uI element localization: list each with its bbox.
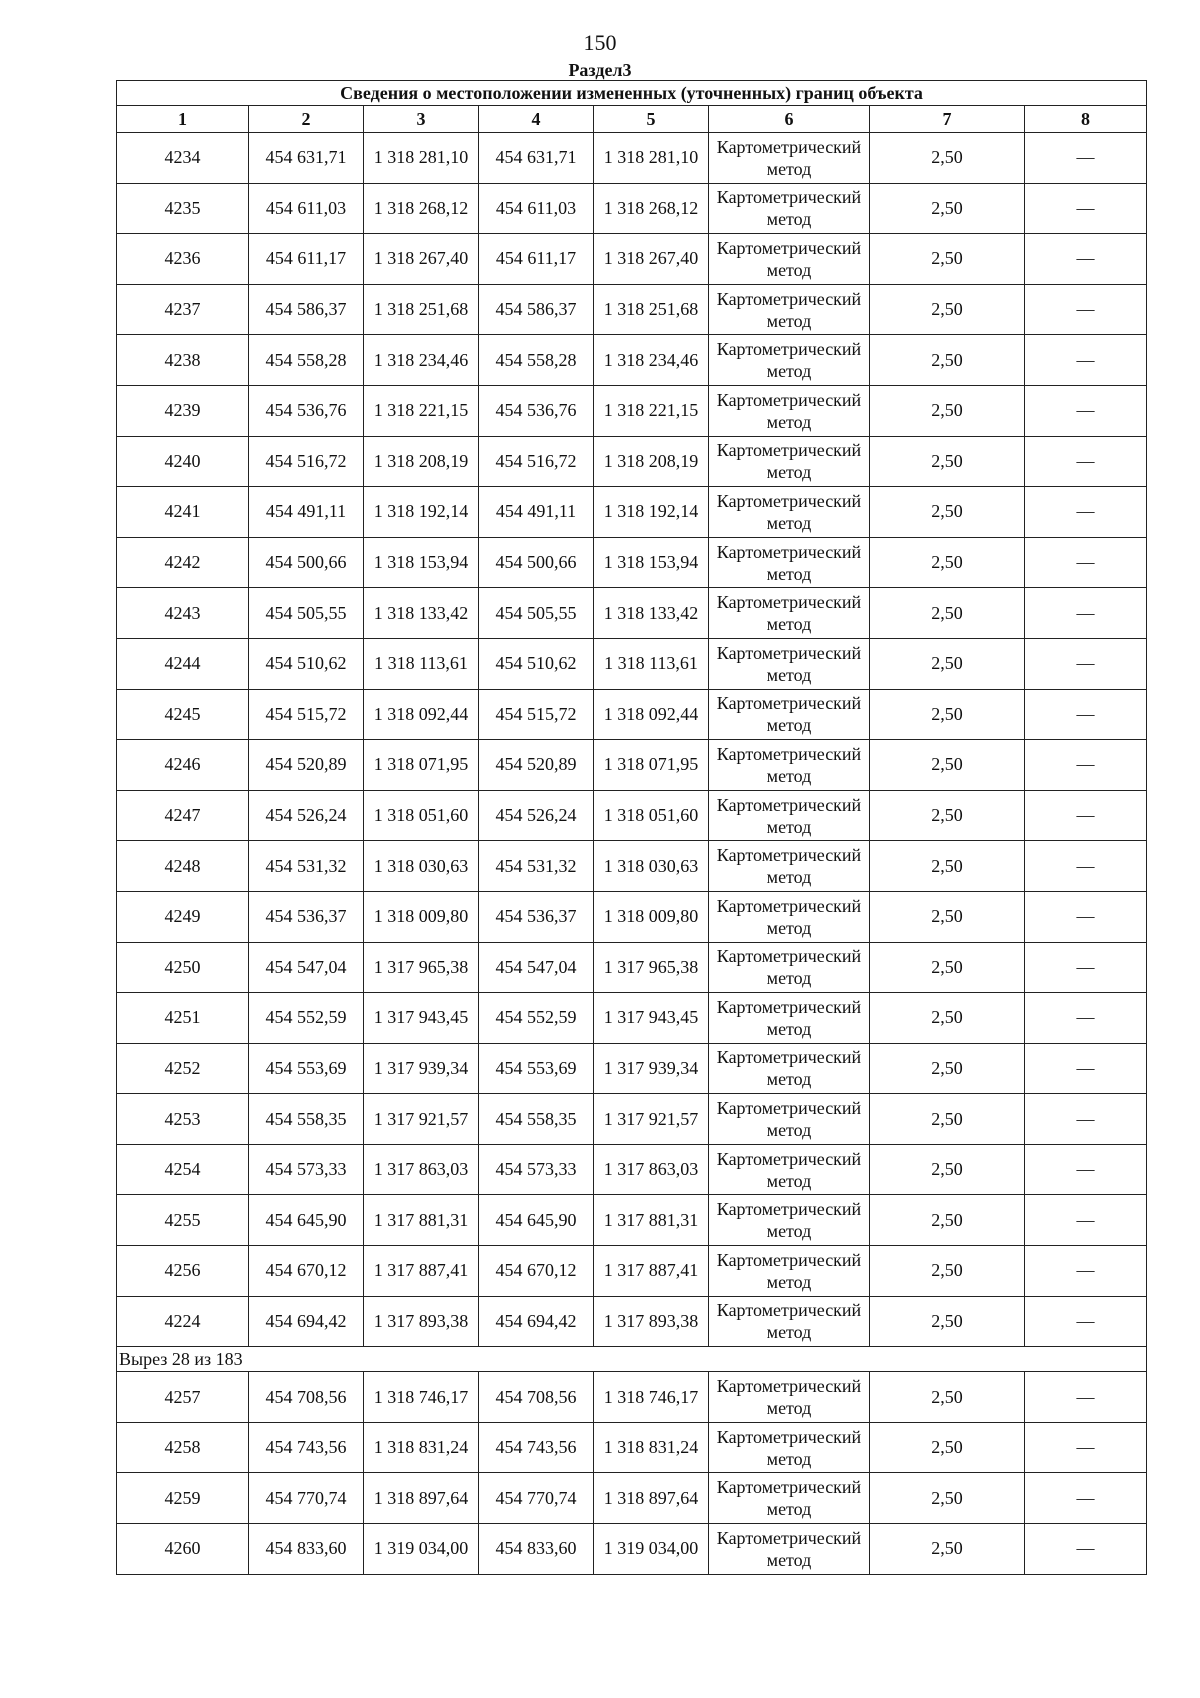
table-cell-col-6: Картометрический метод <box>709 1422 870 1473</box>
table-cell-col-8: — <box>1025 1043 1147 1094</box>
table-cell-col-8: — <box>1025 942 1147 993</box>
table-cell-col-3: 1 318 281,10 <box>364 133 479 184</box>
table-cell-col-4: 454 611,03 <box>479 183 594 234</box>
table-cell-col-8: — <box>1025 790 1147 841</box>
table-cell-col-2: 454 500,66 <box>249 537 364 588</box>
table-row <box>117 133 1147 184</box>
table-cell-col-8: — <box>1025 993 1147 1044</box>
table-cell-col-8: — <box>1025 1524 1147 1575</box>
table-row <box>117 284 1147 335</box>
table-cell-col-8: — <box>1025 740 1147 791</box>
table-cell-col-5: 1 317 881,31 <box>594 1195 709 1246</box>
table-row <box>117 1144 1147 1195</box>
table-cell-col-3: 1 318 251,68 <box>364 284 479 335</box>
table-cell-col-7: 2,50 <box>870 689 1025 740</box>
table-row <box>117 1246 1147 1297</box>
table-cell-col-5: 1 318 234,46 <box>594 335 709 386</box>
table-cell-col-6: Картометрический метод <box>709 790 870 841</box>
table-row <box>117 1372 1147 1423</box>
table-cell-col-4: 454 491,11 <box>479 487 594 538</box>
table-cell-col-4: 454 743,56 <box>479 1422 594 1473</box>
table-cell-col-6: Картометрический метод <box>709 284 870 335</box>
table-cell-col-6: Картометрический метод <box>709 335 870 386</box>
table-cell-col-7: 2,50 <box>870 1422 1025 1473</box>
table-cell-col-3: 1 319 034,00 <box>364 1524 479 1575</box>
table-cell-col-8: — <box>1025 183 1147 234</box>
table-cell-col-3: 1 318 897,64 <box>364 1473 479 1524</box>
table-row <box>117 993 1147 1044</box>
table-cell-col-3: 1 317 893,38 <box>364 1296 479 1347</box>
table-cell-col-6: Картометрический метод <box>709 942 870 993</box>
table-cell-col-4: 454 694,42 <box>479 1296 594 1347</box>
table-row <box>117 1473 1147 1524</box>
table-cell-col-1: 4237 <box>117 284 249 335</box>
table-cell-col-8: — <box>1025 1422 1147 1473</box>
table-row <box>117 1094 1147 1145</box>
table-cell-col-2: 454 516,72 <box>249 436 364 487</box>
table-cell-col-2: 454 536,37 <box>249 891 364 942</box>
table-cell-col-3: 1 317 965,38 <box>364 942 479 993</box>
table-cell-col-6: Картометрический метод <box>709 993 870 1044</box>
column-header-row <box>117 106 1147 133</box>
table-cell-col-7: 2,50 <box>870 1195 1025 1246</box>
table-cell-col-7: 2,50 <box>870 891 1025 942</box>
table-row <box>117 234 1147 285</box>
table-cell-col-5: 1 317 921,57 <box>594 1094 709 1145</box>
table-cell-col-7: 2,50 <box>870 183 1025 234</box>
table-cell-col-2: 454 515,72 <box>249 689 364 740</box>
table-cell-col-1: 4255 <box>117 1195 249 1246</box>
table-cell-col-2: 454 510,62 <box>249 638 364 689</box>
table-cell-col-3: 1 317 939,34 <box>364 1043 479 1094</box>
table-cell-col-1: 4238 <box>117 335 249 386</box>
table-cell-col-8: — <box>1025 1144 1147 1195</box>
table-cell-col-8: — <box>1025 1296 1147 1347</box>
table-cell-col-1: 4249 <box>117 891 249 942</box>
table-cell-col-2: 454 586,37 <box>249 284 364 335</box>
table-cell-col-1: 4235 <box>117 183 249 234</box>
table-cell-col-1: 4245 <box>117 689 249 740</box>
table-cell-col-3: 1 317 943,45 <box>364 993 479 1044</box>
table-row <box>117 942 1147 993</box>
table-cell-col-6: Картометрический метод <box>709 537 870 588</box>
table-cell-col-4: 454 516,72 <box>479 436 594 487</box>
table-cell-col-5: 1 318 030,63 <box>594 841 709 892</box>
table-cell-col-5: 1 318 153,94 <box>594 537 709 588</box>
table-cell-col-8: — <box>1025 133 1147 184</box>
table-cell-col-8: — <box>1025 1195 1147 1246</box>
table-cell-col-7: 2,50 <box>870 1473 1025 1524</box>
table-body <box>117 133 1147 1575</box>
table-cell-col-3: 1 317 863,03 <box>364 1144 479 1195</box>
table-cell-col-1: 4243 <box>117 588 249 639</box>
table-cell-col-1: 4241 <box>117 487 249 538</box>
table-cell-col-2: 454 611,17 <box>249 234 364 285</box>
table-cell-col-4: 454 515,72 <box>479 689 594 740</box>
table-cell-col-7: 2,50 <box>870 537 1025 588</box>
table-cell-col-6: Картометрический метод <box>709 183 870 234</box>
table-cell-col-4: 454 833,60 <box>479 1524 594 1575</box>
section-label: Раздел3 <box>568 60 632 80</box>
table-cell-col-3: 1 318 267,40 <box>364 234 479 285</box>
table-cell-col-4: 454 770,74 <box>479 1473 594 1524</box>
table-cell-col-7: 2,50 <box>870 1296 1025 1347</box>
table-cell-col-8: — <box>1025 891 1147 942</box>
table-cell-col-1: 4224 <box>117 1296 249 1347</box>
table-cell-col-5: 1 318 268,12 <box>594 183 709 234</box>
table-cell-col-7: 2,50 <box>870 1524 1025 1575</box>
table-cell-col-7: 2,50 <box>870 638 1025 689</box>
column-header-1: 1 <box>117 106 249 133</box>
table-row <box>117 1043 1147 1094</box>
table-cell-col-5: 1 318 221,15 <box>594 385 709 436</box>
table-cell-col-1: 4239 <box>117 385 249 436</box>
table-cell-col-6: Картометрический метод <box>709 1473 870 1524</box>
table-row <box>117 689 1147 740</box>
table-cell-col-8: — <box>1025 1372 1147 1423</box>
table-cell-col-4: 454 558,35 <box>479 1094 594 1145</box>
table-cell-col-5: 1 317 887,41 <box>594 1246 709 1297</box>
table-cell-col-4: 454 553,69 <box>479 1043 594 1094</box>
table-cell-col-7: 2,50 <box>870 993 1025 1044</box>
table-cell-col-3: 1 318 234,46 <box>364 335 479 386</box>
table-cell-col-1: 4253 <box>117 1094 249 1145</box>
table-cell-col-3: 1 318 153,94 <box>364 537 479 588</box>
table-row <box>117 638 1147 689</box>
table-cell-col-7: 2,50 <box>870 1144 1025 1195</box>
table-cell-col-1: 4258 <box>117 1422 249 1473</box>
table-cell-col-2: 454 558,35 <box>249 1094 364 1145</box>
table-cell-col-8: — <box>1025 841 1147 892</box>
table-cell-col-3: 1 318 192,14 <box>364 487 479 538</box>
table-cell-col-2: 454 526,24 <box>249 790 364 841</box>
table-cell-col-4: 454 500,66 <box>479 537 594 588</box>
table-cell-col-5: 1 318 208,19 <box>594 436 709 487</box>
column-header-8: 8 <box>1025 106 1147 133</box>
table-cell-col-4: 454 611,17 <box>479 234 594 285</box>
table-cell-col-5: 1 318 746,17 <box>594 1372 709 1423</box>
table-cell-col-5: 1 318 133,42 <box>594 588 709 639</box>
subsection-row <box>117 1347 1147 1372</box>
table-cell-col-5: 1 318 251,68 <box>594 284 709 335</box>
table-cell-col-3: 1 318 030,63 <box>364 841 479 892</box>
table-cell-col-2: 454 611,03 <box>249 183 364 234</box>
table-cell-col-2: 454 573,33 <box>249 1144 364 1195</box>
table-cell-col-3: 1 317 921,57 <box>364 1094 479 1145</box>
table-cell-col-2: 454 536,76 <box>249 385 364 436</box>
table-row <box>117 790 1147 841</box>
table-cell-col-6: Картометрический метод <box>709 385 870 436</box>
table-cell-col-2: 454 770,74 <box>249 1473 364 1524</box>
column-header-5: 5 <box>594 106 709 133</box>
table-cell-col-1: 4240 <box>117 436 249 487</box>
table-cell-col-7: 2,50 <box>870 487 1025 538</box>
table-cell-col-7: 2,50 <box>870 790 1025 841</box>
table-cell-col-8: — <box>1025 436 1147 487</box>
table-row <box>117 1195 1147 1246</box>
table-cell-col-7: 2,50 <box>870 740 1025 791</box>
table-cell-col-1: 4234 <box>117 133 249 184</box>
table-cell-col-7: 2,50 <box>870 335 1025 386</box>
table-cell-col-8: — <box>1025 234 1147 285</box>
table-cell-col-6: Картометрический метод <box>709 1524 870 1575</box>
table-cell-col-7: 2,50 <box>870 385 1025 436</box>
table-cell-col-1: 4236 <box>117 234 249 285</box>
table-cell-col-7: 2,50 <box>870 1043 1025 1094</box>
table-cell-col-7: 2,50 <box>870 436 1025 487</box>
table-cell-col-5: 1 317 863,03 <box>594 1144 709 1195</box>
table-cell-col-5: 1 318 831,24 <box>594 1422 709 1473</box>
table-cell-col-4: 454 531,32 <box>479 841 594 892</box>
table-cell-col-3: 1 318 208,19 <box>364 436 479 487</box>
table-cell-col-4: 454 510,62 <box>479 638 594 689</box>
table-cell-col-1: 4248 <box>117 841 249 892</box>
table-cell-col-6: Картометрический метод <box>709 1246 870 1297</box>
table-cell-col-8: — <box>1025 335 1147 386</box>
table-cell-col-6: Картометрический метод <box>709 133 870 184</box>
table-cell-col-5: 1 318 192,14 <box>594 487 709 538</box>
table-cell-col-8: — <box>1025 537 1147 588</box>
table-row <box>117 1422 1147 1473</box>
table-cell-col-8: — <box>1025 284 1147 335</box>
table-cell-col-6: Картометрический метод <box>709 1195 870 1246</box>
table-cell-col-5: 1 318 009,80 <box>594 891 709 942</box>
table-row <box>117 436 1147 487</box>
table-cell-col-1: 4250 <box>117 942 249 993</box>
table-row <box>117 1296 1147 1347</box>
table-cell-col-3: 1 318 831,24 <box>364 1422 479 1473</box>
table-cell-col-6: Картометрический метод <box>709 891 870 942</box>
table-cell-col-8: — <box>1025 638 1147 689</box>
table-row <box>117 891 1147 942</box>
table-cell-col-1: 4242 <box>117 537 249 588</box>
table-row <box>117 841 1147 892</box>
table-cell-col-6: Картометрический метод <box>709 588 870 639</box>
boundary-coordinates-table <box>116 80 1147 1575</box>
table-cell-col-8: — <box>1025 1473 1147 1524</box>
table-row <box>117 537 1147 588</box>
table-row <box>117 487 1147 538</box>
table-cell-col-3: 1 318 268,12 <box>364 183 479 234</box>
table-cell-col-5: 1 318 071,95 <box>594 740 709 791</box>
table-cell-col-6: Картометрический метод <box>709 638 870 689</box>
table-cell-col-5: 1 318 267,40 <box>594 234 709 285</box>
table-cell-col-1: 4247 <box>117 790 249 841</box>
table-cell-col-6: Картометрический метод <box>709 487 870 538</box>
table-cell-col-2: 454 531,32 <box>249 841 364 892</box>
table-cell-col-4: 454 573,33 <box>479 1144 594 1195</box>
table-cell-col-2: 454 520,89 <box>249 740 364 791</box>
table-cell-col-2: 454 558,28 <box>249 335 364 386</box>
table-cell-col-4: 454 520,89 <box>479 740 594 791</box>
table-cell-col-2: 454 833,60 <box>249 1524 364 1575</box>
table-row <box>117 740 1147 791</box>
table-cell-col-2: 454 547,04 <box>249 942 364 993</box>
table-cell-col-4: 454 558,28 <box>479 335 594 386</box>
table-cell-col-1: 4252 <box>117 1043 249 1094</box>
table-cell-col-6: Картометрический метод <box>709 1094 870 1145</box>
table-cell-col-4: 454 526,24 <box>479 790 594 841</box>
table-cell-col-3: 1 318 133,42 <box>364 588 479 639</box>
table-cell-col-5: 1 319 034,00 <box>594 1524 709 1575</box>
table-cell-col-7: 2,50 <box>870 588 1025 639</box>
table-cell-col-4: 454 536,76 <box>479 385 594 436</box>
table-row <box>117 588 1147 639</box>
table-row <box>117 385 1147 436</box>
table-cell-col-3: 1 317 887,41 <box>364 1246 479 1297</box>
table-row <box>117 1524 1147 1575</box>
table-cell-col-1: 4246 <box>117 740 249 791</box>
table-cell-col-5: 1 317 965,38 <box>594 942 709 993</box>
table-cell-col-5: 1 317 943,45 <box>594 993 709 1044</box>
table-cell-col-8: — <box>1025 689 1147 740</box>
table-cell-col-6: Картометрический метод <box>709 689 870 740</box>
table-cell-col-2: 454 491,11 <box>249 487 364 538</box>
table-cell-col-5: 1 318 897,64 <box>594 1473 709 1524</box>
table-cell-col-6: Картометрический метод <box>709 740 870 791</box>
column-header-4: 4 <box>479 106 594 133</box>
table-cell-col-5: 1 318 051,60 <box>594 790 709 841</box>
column-header-7: 7 <box>870 106 1025 133</box>
table-cell-col-4: 454 505,55 <box>479 588 594 639</box>
table-cell-col-6: Картометрический метод <box>709 1296 870 1347</box>
table-cell-col-5: 1 318 281,10 <box>594 133 709 184</box>
table-cell-col-3: 1 318 746,17 <box>364 1372 479 1423</box>
table-cell-col-3: 1 317 881,31 <box>364 1195 479 1246</box>
table-cell-col-3: 1 318 221,15 <box>364 385 479 436</box>
table-cell-col-4: 454 552,59 <box>479 993 594 1044</box>
table-cell-col-7: 2,50 <box>870 1094 1025 1145</box>
table-cell-col-5: 1 317 939,34 <box>594 1043 709 1094</box>
table-cell-col-1: 4256 <box>117 1246 249 1297</box>
table-cell-col-8: — <box>1025 1246 1147 1297</box>
table-cell-col-4: 454 645,90 <box>479 1195 594 1246</box>
table-cell-col-3: 1 318 071,95 <box>364 740 479 791</box>
table-cell-col-4: 454 631,71 <box>479 133 594 184</box>
table-cell-col-6: Картометрический метод <box>709 1144 870 1195</box>
table-cell-col-1: 4244 <box>117 638 249 689</box>
table-cell-col-1: 4254 <box>117 1144 249 1195</box>
table-cell-col-4: 454 586,37 <box>479 284 594 335</box>
table-cell-col-8: — <box>1025 588 1147 639</box>
table-row <box>117 335 1147 386</box>
table-cell-col-3: 1 318 092,44 <box>364 689 479 740</box>
table-cell-col-7: 2,50 <box>870 133 1025 184</box>
table-cell-col-6: Картометрический метод <box>709 1043 870 1094</box>
table-cell-col-8: — <box>1025 385 1147 436</box>
table-cell-col-7: 2,50 <box>870 284 1025 335</box>
table-row <box>117 183 1147 234</box>
column-header-2: 2 <box>249 106 364 133</box>
table-cell-col-4: 454 536,37 <box>479 891 594 942</box>
table-cell-col-2: 454 708,56 <box>249 1372 364 1423</box>
table-cell-col-7: 2,50 <box>870 234 1025 285</box>
table-cell-col-2: 454 552,59 <box>249 993 364 1044</box>
table-title: Сведения о местоположении измененных (уточненных) границ объекта <box>117 81 1147 106</box>
column-header-3: 3 <box>364 106 479 133</box>
table-cell-col-7: 2,50 <box>870 1246 1025 1297</box>
table-cell-col-2: 454 694,42 <box>249 1296 364 1347</box>
table-cell-col-8: — <box>1025 1094 1147 1145</box>
table-cell-col-2: 454 631,71 <box>249 133 364 184</box>
table-cell-col-7: 2,50 <box>870 841 1025 892</box>
table-cell-col-4: 454 708,56 <box>479 1372 594 1423</box>
table-cell-col-6: Картометрический метод <box>709 234 870 285</box>
table-cell-col-4: 454 670,12 <box>479 1246 594 1297</box>
table-cell-col-5: 1 318 113,61 <box>594 638 709 689</box>
table-cell-col-1: 4257 <box>117 1372 249 1423</box>
subsection-label: Вырез 28 из 183 <box>117 1347 1147 1372</box>
table-cell-col-2: 454 505,55 <box>249 588 364 639</box>
table-cell-col-3: 1 318 051,60 <box>364 790 479 841</box>
table-cell-col-6: Картометрический метод <box>709 1372 870 1423</box>
table-cell-col-5: 1 318 092,44 <box>594 689 709 740</box>
table-cell-col-1: 4260 <box>117 1524 249 1575</box>
table-cell-col-1: 4259 <box>117 1473 249 1524</box>
table-cell-col-7: 2,50 <box>870 942 1025 993</box>
table-cell-col-5: 1 317 893,38 <box>594 1296 709 1347</box>
page-number: 150 <box>583 30 617 55</box>
table-cell-col-3: 1 318 113,61 <box>364 638 479 689</box>
table-cell-col-3: 1 318 009,80 <box>364 891 479 942</box>
table-cell-col-4: 454 547,04 <box>479 942 594 993</box>
column-header-6: 6 <box>709 106 870 133</box>
table-cell-col-6: Картометрический метод <box>709 841 870 892</box>
table-cell-col-2: 454 670,12 <box>249 1246 364 1297</box>
table-cell-col-6: Картометрический метод <box>709 436 870 487</box>
table-cell-col-2: 454 645,90 <box>249 1195 364 1246</box>
table-cell-col-2: 454 553,69 <box>249 1043 364 1094</box>
table-cell-col-1: 4251 <box>117 993 249 1044</box>
table-cell-col-8: — <box>1025 487 1147 538</box>
table-cell-col-2: 454 743,56 <box>249 1422 364 1473</box>
table-cell-col-7: 2,50 <box>870 1372 1025 1423</box>
